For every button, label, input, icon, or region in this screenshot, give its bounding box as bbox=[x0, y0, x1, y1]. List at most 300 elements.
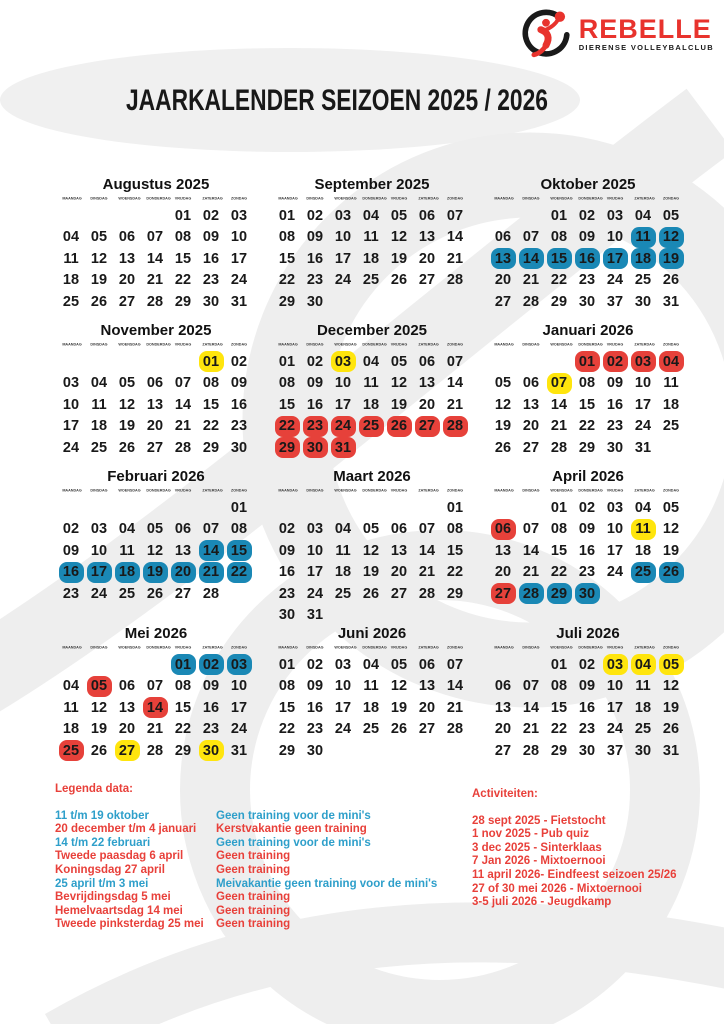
day-number: 06 bbox=[146, 375, 164, 392]
weekday-label: WOENSDAG bbox=[118, 196, 141, 201]
week-row bbox=[57, 373, 255, 395]
weekday-label: MAANDAG bbox=[62, 645, 82, 650]
weekday-label: MAANDAG bbox=[278, 342, 298, 347]
day-number: 18 bbox=[634, 699, 652, 716]
day-cell bbox=[385, 654, 413, 676]
day-cell bbox=[573, 497, 601, 519]
day-cell bbox=[517, 583, 545, 605]
day-cell bbox=[573, 205, 601, 227]
month-card bbox=[489, 176, 687, 322]
day-number: 09 bbox=[578, 229, 596, 246]
day-cell bbox=[517, 416, 545, 438]
day-number: 27 bbox=[494, 293, 512, 310]
day-number: 16 bbox=[578, 542, 596, 559]
day-cell bbox=[545, 540, 573, 562]
day-cell bbox=[169, 351, 197, 373]
day-number: 24 bbox=[306, 585, 324, 602]
day-number: 22 bbox=[174, 272, 192, 289]
day-cell bbox=[225, 248, 253, 270]
day-number: 17 bbox=[334, 396, 352, 413]
day-number: 17 bbox=[634, 396, 652, 413]
month-title: September 2025 bbox=[314, 176, 430, 193]
day-number: 25 bbox=[362, 721, 380, 738]
day-cell bbox=[413, 540, 441, 562]
day-number-highlight-red: 22 bbox=[275, 416, 300, 437]
day-number: 03 bbox=[606, 207, 624, 224]
weekday-header-row bbox=[57, 644, 255, 654]
weekday-header-row bbox=[273, 341, 471, 351]
day-cell bbox=[657, 676, 685, 698]
day-cell bbox=[489, 719, 517, 741]
day-cell bbox=[329, 583, 357, 605]
week-row bbox=[273, 583, 471, 605]
day-cell bbox=[657, 562, 685, 584]
day-number-highlight-red: 03 bbox=[631, 351, 656, 372]
day-number: 13 bbox=[494, 699, 512, 716]
day-cell bbox=[629, 227, 657, 249]
day-cell bbox=[545, 719, 573, 741]
day-cell bbox=[273, 697, 301, 719]
day-number: 21 bbox=[522, 272, 540, 289]
day-number-highlight-blue: 25 bbox=[631, 562, 656, 583]
day-number: 24 bbox=[606, 721, 624, 738]
day-number-highlight-red: 26 bbox=[387, 416, 412, 437]
week-row bbox=[57, 205, 255, 227]
day-cell bbox=[357, 676, 385, 698]
day-cell bbox=[629, 416, 657, 438]
week-row bbox=[273, 227, 471, 249]
day-cell bbox=[329, 605, 357, 627]
day-cell bbox=[85, 740, 113, 762]
day-cell bbox=[357, 740, 385, 762]
day-cell bbox=[85, 562, 113, 584]
day-cell bbox=[141, 540, 169, 562]
weekday-label: DINSDAG bbox=[522, 342, 540, 347]
day-number: 21 bbox=[174, 418, 192, 435]
day-number: 12 bbox=[662, 678, 680, 695]
day-number: 11 bbox=[63, 699, 79, 716]
month-title: Maart 2026 bbox=[333, 468, 411, 485]
day-cell bbox=[85, 416, 113, 438]
day-cell bbox=[169, 562, 197, 584]
day-number: 11 bbox=[335, 542, 351, 559]
day-cell bbox=[85, 719, 113, 741]
day-number-highlight-yellow: 01 bbox=[199, 351, 224, 372]
day-number bbox=[359, 437, 384, 458]
day-number: 30 bbox=[306, 293, 324, 310]
legend-note: Geen training bbox=[216, 891, 291, 904]
day-cell bbox=[273, 676, 301, 698]
day-cell bbox=[385, 497, 413, 519]
day-cell bbox=[113, 654, 141, 676]
day-cell bbox=[385, 373, 413, 395]
day-number: 26 bbox=[146, 585, 164, 602]
day-number: 03 bbox=[230, 207, 248, 224]
day-number: 08 bbox=[550, 521, 568, 538]
day-cell bbox=[301, 248, 329, 270]
day-cell bbox=[329, 562, 357, 584]
day-number-highlight-red: 24 bbox=[331, 416, 356, 437]
day-cell bbox=[441, 583, 469, 605]
day-cell bbox=[273, 351, 301, 373]
weekday-label: ZATERDAG bbox=[418, 342, 439, 347]
weekday-label: WOENSDAG bbox=[334, 196, 357, 201]
weekday-label: WOENSDAG bbox=[550, 645, 573, 650]
day-number: 06 bbox=[418, 353, 436, 370]
day-number bbox=[143, 351, 168, 372]
day-cell bbox=[517, 351, 545, 373]
day-number: 05 bbox=[90, 229, 108, 246]
day-cell bbox=[357, 583, 385, 605]
week-row bbox=[57, 394, 255, 416]
day-number: 09 bbox=[578, 678, 596, 695]
week-row bbox=[57, 583, 255, 605]
day-cell bbox=[197, 697, 225, 719]
day-cell bbox=[385, 605, 413, 627]
day-cell bbox=[169, 740, 197, 762]
day-cell bbox=[413, 719, 441, 741]
day-cell bbox=[601, 697, 629, 719]
weekday-label: ZATERDAG bbox=[418, 196, 439, 201]
day-number: 31 bbox=[662, 293, 680, 310]
day-number bbox=[115, 351, 140, 372]
week-row bbox=[489, 205, 687, 227]
week-row bbox=[489, 697, 687, 719]
day-number: 11 bbox=[91, 396, 107, 413]
day-cell bbox=[301, 562, 329, 584]
day-number: 08 bbox=[278, 229, 296, 246]
day-number: 24 bbox=[606, 272, 624, 289]
day-cell bbox=[329, 437, 357, 459]
day-cell bbox=[573, 654, 601, 676]
weekday-label: ZATERDAG bbox=[634, 342, 655, 347]
day-number-highlight-blue: 19 bbox=[143, 562, 168, 583]
day-cell bbox=[601, 248, 629, 270]
day-cell bbox=[113, 227, 141, 249]
week-row bbox=[489, 654, 687, 676]
day-number: 31 bbox=[634, 439, 652, 456]
day-cell bbox=[357, 227, 385, 249]
day-number: 07 bbox=[146, 678, 164, 695]
day-number: 18 bbox=[634, 542, 652, 559]
day-number: 09 bbox=[62, 542, 80, 559]
day-cell bbox=[413, 373, 441, 395]
day-cell bbox=[629, 437, 657, 459]
day-number bbox=[415, 291, 440, 312]
day-cell bbox=[113, 270, 141, 292]
weekday-label: MAANDAG bbox=[494, 645, 514, 650]
day-cell bbox=[301, 394, 329, 416]
day-number-highlight-blue: 18 bbox=[115, 562, 140, 583]
day-number: 14 bbox=[550, 396, 568, 413]
day-number: 21 bbox=[446, 699, 464, 716]
day-cell bbox=[357, 605, 385, 627]
day-cell bbox=[385, 416, 413, 438]
day-cell bbox=[357, 373, 385, 395]
day-cell bbox=[573, 676, 601, 698]
day-number: 19 bbox=[662, 542, 680, 559]
day-number-highlight-blue: 15 bbox=[227, 540, 252, 561]
day-cell bbox=[329, 654, 357, 676]
week-row bbox=[489, 291, 687, 313]
day-number: 18 bbox=[362, 699, 380, 716]
day-number: 05 bbox=[146, 521, 164, 538]
day-cell bbox=[517, 373, 545, 395]
week-row bbox=[489, 719, 687, 741]
day-number: 12 bbox=[118, 396, 136, 413]
day-number: 10 bbox=[90, 542, 108, 559]
day-number: 12 bbox=[90, 250, 108, 267]
day-cell bbox=[573, 583, 601, 605]
day-number: 01 bbox=[550, 656, 568, 673]
day-cell bbox=[489, 540, 517, 562]
day-number: 09 bbox=[306, 229, 324, 246]
day-cell bbox=[573, 719, 601, 741]
day-cell bbox=[385, 676, 413, 698]
day-number: 09 bbox=[278, 542, 296, 559]
day-number: 02 bbox=[62, 521, 80, 538]
day-cell bbox=[601, 497, 629, 519]
weekday-label: DINSDAG bbox=[306, 488, 324, 493]
weekday-label: ZATERDAG bbox=[418, 488, 439, 493]
day-number: 27 bbox=[118, 293, 136, 310]
day-number: 25 bbox=[90, 439, 108, 456]
day-number: 12 bbox=[662, 521, 680, 538]
activities-list bbox=[472, 815, 677, 910]
day-cell bbox=[489, 497, 517, 519]
day-cell bbox=[413, 270, 441, 292]
day-number: 14 bbox=[446, 375, 464, 392]
day-number: 05 bbox=[390, 353, 408, 370]
day-number-highlight-red: 27 bbox=[415, 416, 440, 437]
day-cell bbox=[357, 719, 385, 741]
day-cell bbox=[357, 205, 385, 227]
day-number: 28 bbox=[146, 742, 164, 759]
day-number: 06 bbox=[118, 678, 136, 695]
day-cell bbox=[85, 373, 113, 395]
day-cell bbox=[601, 351, 629, 373]
day-cell bbox=[197, 205, 225, 227]
month-title: April 2026 bbox=[552, 468, 624, 485]
day-number-highlight-red: 01 bbox=[575, 351, 600, 372]
day-number: 17 bbox=[606, 699, 624, 716]
weekday-label: DINSDAG bbox=[522, 645, 540, 650]
day-number: 01 bbox=[446, 499, 464, 516]
weekday-label: MAANDAG bbox=[278, 196, 298, 201]
month-card bbox=[273, 322, 471, 468]
day-number: 26 bbox=[390, 272, 408, 289]
day-number: 04 bbox=[634, 499, 652, 516]
day-cell bbox=[225, 416, 253, 438]
day-number: 19 bbox=[118, 418, 136, 435]
week-row bbox=[57, 562, 255, 584]
day-number: 07 bbox=[522, 521, 540, 538]
day-cell bbox=[301, 740, 329, 762]
day-number-highlight-yellow: 03 bbox=[331, 351, 356, 372]
day-cell bbox=[357, 519, 385, 541]
legend-date: Koningsdag 27 april bbox=[55, 863, 165, 876]
day-cell bbox=[385, 562, 413, 584]
day-number: 27 bbox=[418, 721, 436, 738]
volleyball-player-icon bbox=[520, 8, 572, 60]
day-number bbox=[443, 605, 468, 626]
day-number: 02 bbox=[306, 353, 324, 370]
legend-date: Hemelvaartsdag 14 mei bbox=[55, 904, 183, 917]
day-cell bbox=[629, 719, 657, 741]
month-card bbox=[273, 625, 471, 775]
weekday-label: DONDERDAG bbox=[362, 342, 387, 347]
weekday-label: ZATERDAG bbox=[202, 488, 223, 493]
weekday-label: DONDERDAG bbox=[578, 342, 603, 347]
day-cell bbox=[301, 605, 329, 627]
day-number bbox=[547, 351, 572, 372]
day-cell bbox=[413, 583, 441, 605]
day-cell bbox=[413, 248, 441, 270]
day-number bbox=[359, 605, 384, 626]
week-row bbox=[273, 562, 471, 584]
day-cell bbox=[57, 205, 85, 227]
day-number: 30 bbox=[202, 293, 220, 310]
week-row bbox=[57, 540, 255, 562]
day-cell bbox=[57, 291, 85, 313]
day-cell bbox=[197, 740, 225, 762]
logo-text bbox=[579, 16, 714, 52]
weekday-label: DINSDAG bbox=[90, 645, 108, 650]
day-cell bbox=[225, 654, 253, 676]
day-number bbox=[415, 497, 440, 518]
day-number: 30 bbox=[634, 742, 652, 759]
day-cell bbox=[441, 519, 469, 541]
day-number: 02 bbox=[230, 353, 248, 370]
legend-row bbox=[55, 891, 437, 905]
day-number: 23 bbox=[578, 564, 596, 581]
weekday-label: WOENSDAG bbox=[334, 342, 357, 347]
day-number: 08 bbox=[550, 678, 568, 695]
day-number: 27 bbox=[390, 585, 408, 602]
day-cell bbox=[357, 416, 385, 438]
day-cell bbox=[225, 719, 253, 741]
day-cell bbox=[273, 497, 301, 519]
day-cell bbox=[657, 519, 685, 541]
day-number: 12 bbox=[494, 396, 512, 413]
day-number: 37 bbox=[606, 742, 624, 759]
day-number: 16 bbox=[230, 396, 248, 413]
day-cell bbox=[169, 416, 197, 438]
day-cell bbox=[225, 227, 253, 249]
day-number-highlight-blue: 12 bbox=[659, 227, 684, 248]
day-number: 20 bbox=[494, 272, 512, 289]
month-title: Februari 2026 bbox=[107, 468, 205, 485]
weekday-label: WOENSDAG bbox=[118, 342, 141, 347]
day-number: 05 bbox=[362, 521, 380, 538]
day-cell bbox=[573, 437, 601, 459]
weekday-label: DONDERDAG bbox=[146, 488, 171, 493]
day-cell bbox=[169, 719, 197, 741]
day-cell bbox=[85, 519, 113, 541]
day-cell bbox=[385, 540, 413, 562]
weekday-label: MAANDAG bbox=[494, 196, 514, 201]
week-row bbox=[489, 583, 687, 605]
weekday-label: MAANDAG bbox=[278, 645, 298, 650]
weekday-label: ZONDAG bbox=[446, 645, 464, 650]
day-cell bbox=[113, 740, 141, 762]
day-cell bbox=[113, 416, 141, 438]
day-cell bbox=[57, 540, 85, 562]
weekday-label: DINSDAG bbox=[522, 196, 540, 201]
day-number: 09 bbox=[230, 375, 248, 392]
legend-row bbox=[55, 810, 437, 824]
day-cell bbox=[413, 205, 441, 227]
day-cell bbox=[573, 373, 601, 395]
day-cell bbox=[629, 583, 657, 605]
weekday-label: ZONDAG bbox=[230, 488, 248, 493]
day-number-highlight-blue: 01 bbox=[171, 654, 196, 675]
weekday-label: MAANDAG bbox=[494, 488, 514, 493]
day-number: 31 bbox=[306, 607, 324, 624]
day-cell bbox=[489, 437, 517, 459]
day-number bbox=[415, 437, 440, 458]
weekday-label: MAANDAG bbox=[62, 488, 82, 493]
day-cell bbox=[545, 373, 573, 395]
day-cell bbox=[141, 697, 169, 719]
day-number: 02 bbox=[306, 207, 324, 224]
activity-item: 28 sept 2025 - Fietstocht bbox=[472, 814, 606, 827]
day-cell bbox=[357, 248, 385, 270]
day-cell bbox=[329, 291, 357, 313]
day-cell bbox=[413, 562, 441, 584]
day-cell bbox=[113, 583, 141, 605]
legend-note: Geen training bbox=[216, 904, 291, 917]
day-number: 23 bbox=[578, 721, 596, 738]
day-cell bbox=[357, 497, 385, 519]
day-cell bbox=[329, 540, 357, 562]
day-cell bbox=[301, 719, 329, 741]
day-number: 16 bbox=[202, 699, 220, 716]
week-row bbox=[489, 270, 687, 292]
day-cell bbox=[197, 497, 225, 519]
day-number bbox=[143, 205, 168, 226]
day-cell bbox=[573, 519, 601, 541]
day-number: 08 bbox=[278, 678, 296, 695]
day-cell bbox=[141, 583, 169, 605]
day-number: 10 bbox=[334, 229, 352, 246]
day-cell bbox=[141, 248, 169, 270]
weekday-label: VRIJDAG bbox=[174, 488, 192, 493]
weekday-label: DINSDAG bbox=[522, 488, 540, 493]
day-cell bbox=[225, 697, 253, 719]
day-number bbox=[331, 291, 356, 312]
legend-date: 20 december t/m 4 januari bbox=[55, 823, 197, 836]
legend-note: Geen training bbox=[216, 863, 291, 876]
day-number-highlight-red: 23 bbox=[303, 416, 328, 437]
day-number: 26 bbox=[90, 293, 108, 310]
day-number: 09 bbox=[202, 229, 220, 246]
activities-section bbox=[472, 788, 677, 910]
week-row bbox=[489, 373, 687, 395]
day-cell bbox=[197, 654, 225, 676]
day-number: 20 bbox=[522, 418, 540, 435]
day-number-highlight-blue: 20 bbox=[171, 562, 196, 583]
weekday-label: ZONDAG bbox=[230, 342, 248, 347]
day-cell bbox=[601, 519, 629, 541]
day-number bbox=[303, 497, 328, 518]
day-cell bbox=[517, 540, 545, 562]
day-number: 26 bbox=[662, 272, 680, 289]
day-cell bbox=[273, 562, 301, 584]
legend-rows bbox=[55, 810, 437, 932]
week-row bbox=[273, 676, 471, 698]
day-cell bbox=[489, 416, 517, 438]
